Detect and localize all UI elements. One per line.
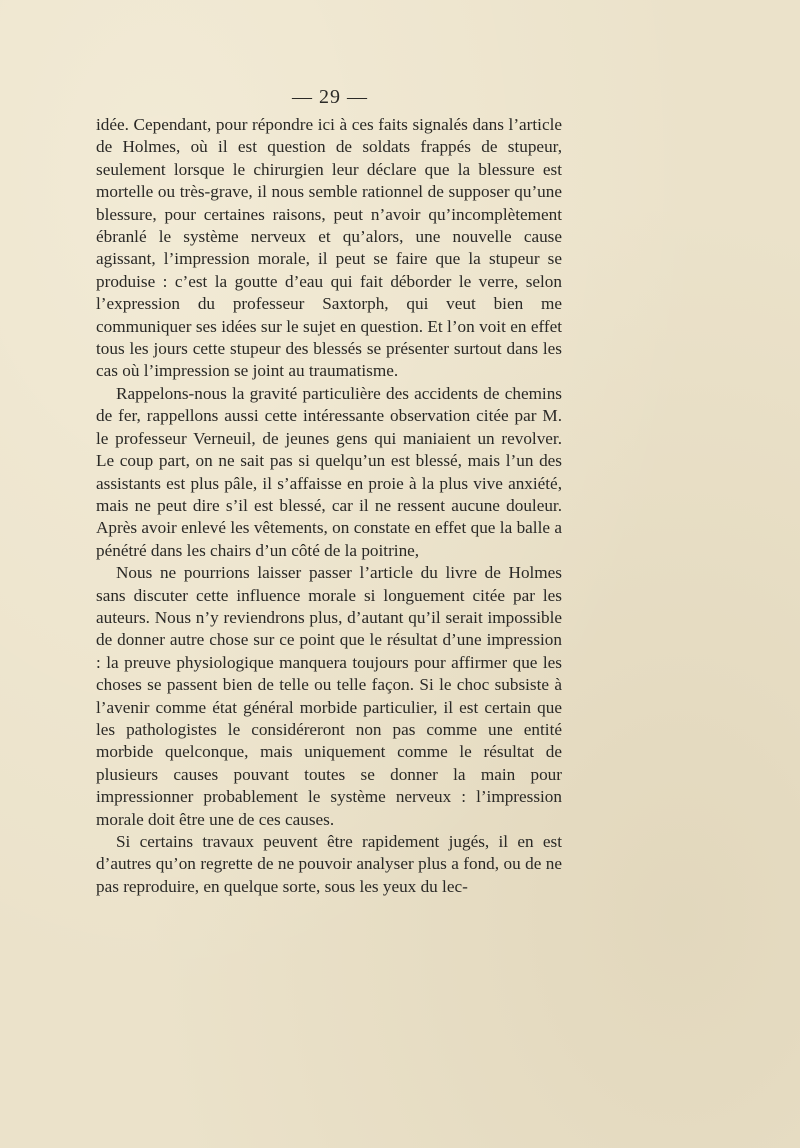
paragraph-4: Si certains travaux peuvent être rapidement jugés, il en est d’autres qu’on regrette de ne pouvoir analyser plus a fond, ou de ne pas reproduire, en quelque sorte, sous les yeux du lec- [96,832,562,896]
paragraph-3: Nous ne pourrions laisser passer l’article du livre de Holmes sans discuter cette influence morale si longuement citée par les auteurs. Nous n’y reviendrons plus, d’autant qu’il serait impossible de donner autre chose sur ce point que le résultat d’une impression : la preuve physiologique manquera toujours pour affirmer que les choses se passent bien de telle ou telle façon. Si le choc subsiste à l’avenir comme état général morbide particulier, il est certain que les pathologistes le considéreront non pas comme une entité morbide quelconque, mais uniquement comme le résultat de plusieurs causes pouvant toutes se donner la main pour impressionner probablement le système nerveux : l’impression morale doit être une de ces causes. [96,563,562,829]
page-number: — 29 — [292,86,368,108]
paragraph-1: idée. Cependant, pour répondre ici à ces faits signalés dans l’article de Holmes, où il est question de soldats frappés de stupeur, seulement lorsque le chirurgien leur déclare que la blessure est mortelle ou très-grave, il nous semble rationnel de supposer qu’une blessure, pour certaines raisons, peut n’avoir qu’incomplètement ébranlé le système nerveux et qu’alors, une nouvelle cause agissant, l’impression morale, il peut se faire que la stupeur se produise : c’est la goutte d’eau qui fait déborder le verre, selon l’expression du professeur Saxtorph, qui veut bien me communiquer ses idées sur le sujet en question. Et l’on voit en effet tous les jours cette stupeur des blessés se présenter surtout dans les cas où l’impression se joint au traumatisme. [96,115,562,381]
paragraph-2: Rappelons-nous la gravité particulière des accidents de chemins de fer, rappellons aussi cette intéressante observation citée par M. le professeur Verneuil, de jeunes gens qui maniaient un revolver. Le coup part, on ne sait pas si quelqu’un est blessé, mais l’un des assistants est plus pâle, il s’affaisse en proie à la plus vive anxiété, mais ne peut dire s’il est blessé, car il ne ressent aucune douleur. Après avoir enlevé les vêtements, on constate en effet que la balle a pénétré dans les chairs d’un côté de la poitrine, [96,383,562,560]
body-text [96,114,562,898]
